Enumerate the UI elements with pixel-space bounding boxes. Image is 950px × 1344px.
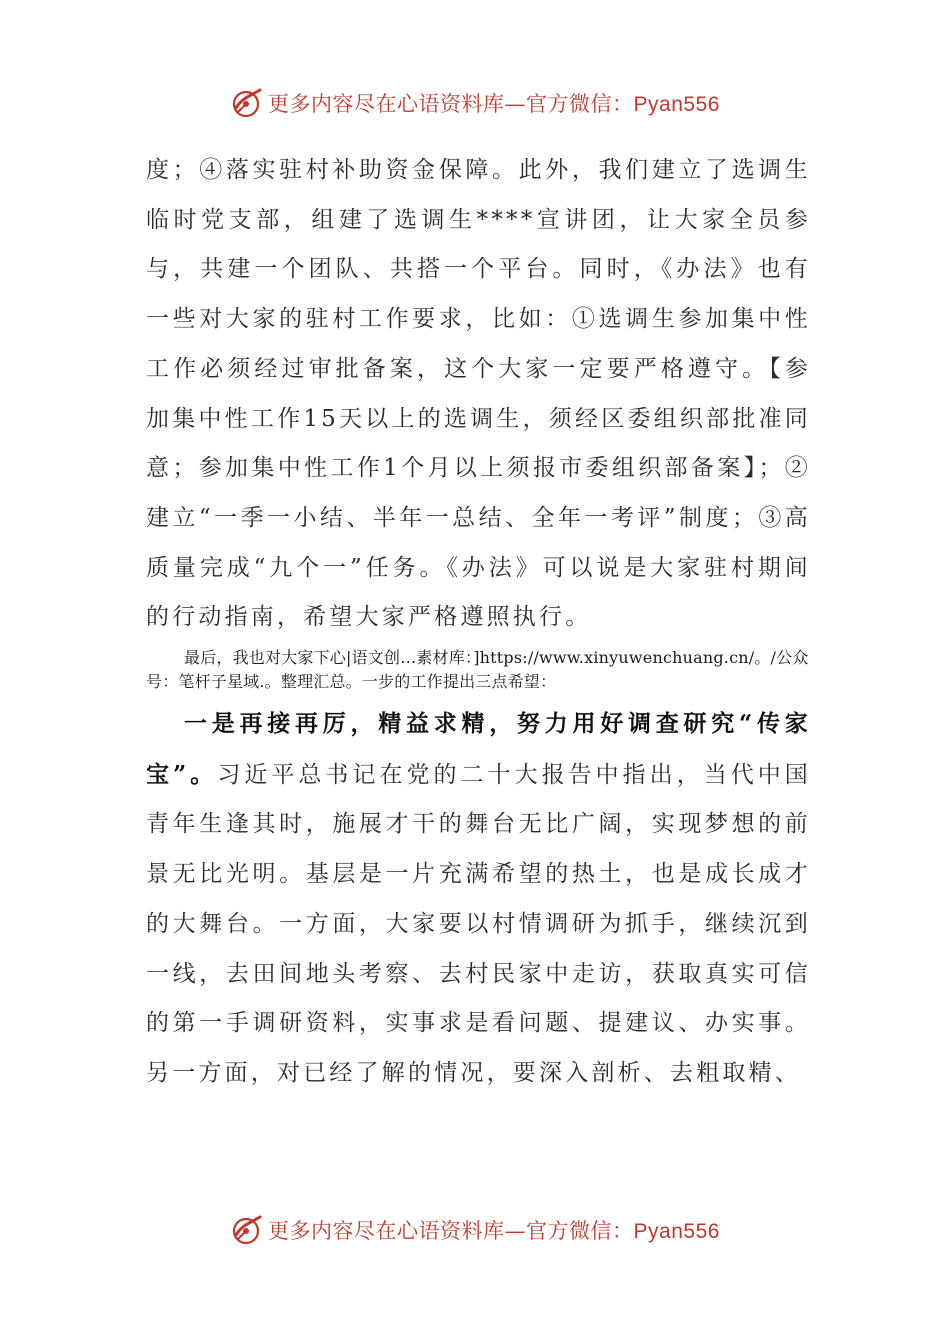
footer-banner bbox=[0, 1210, 950, 1250]
paragraph-first-hope bbox=[146, 699, 811, 1099]
footer-banner-text: 更多内容尽在心语资料库—官方微信：Pyan556 bbox=[268, 1219, 720, 1243]
header-wechat-id: Pyan556 bbox=[633, 93, 720, 116]
pen-logo-icon bbox=[230, 86, 264, 120]
small-inserted-note: 最后，我也对大家下心|语文创…素材库：]https://www.xinyuwenchuang.cn/。/公众号：笔杆子星域.。整理汇总。一步的工作提出三点希望： bbox=[146, 648, 809, 691]
header-banner-text: 更多内容尽在心语资料库—官方微信：Pyan556 bbox=[268, 92, 720, 116]
header-banner bbox=[0, 83, 950, 123]
document-body bbox=[146, 146, 811, 1099]
pen-logo-icon bbox=[230, 1213, 264, 1247]
paragraph-requirements: 度；④落实驻村补助资金保障。此外，我们建立了选调生临时党支部，组建了选调生****宣讲团，让大家全员参与，共建一个团队、共搭一个平台。同时，《办法》也有一些对大家的驻村工作要求，比如：①选调生参加集中性工作必须经过审批备案，这个大家一定要严格遵守。【参加集中性工作15天以上的选调生，须经区委组织部批准同意；参加集中性工作1个月以上须报市委组织部备案】；②建立“一季一小结、半年一总结、全年一考评”制度；③高质量完成“九个一”任务。《办法》可以说是大家驻村期间的行动指南，希望大家严格遵照执行。 bbox=[146, 157, 811, 631]
first-hope-heading: 一是再接再厉，精益求精，努力用好调查研究“传家宝”。 bbox=[146, 710, 811, 788]
footer-wechat-id: Pyan556 bbox=[633, 1220, 720, 1243]
first-hope-text: 习近平总书记在党的二十大报告中指出，当代中国青年生逢其时，施展才干的舞台无比广阔，实现梦想的前景无比光明。基层是一片充满希望的热土，也是成长成才的大舞台。一方面，大家要以村情调研为抓手，继续沉到一线，去田间地头考察、去村民家中走访，获取真实可信的第一手调研资料，实事求是看问题、提建议、办实事。另一方面，对已经了解的情况，要深入剖析、去粗取精、 bbox=[146, 761, 811, 1086]
